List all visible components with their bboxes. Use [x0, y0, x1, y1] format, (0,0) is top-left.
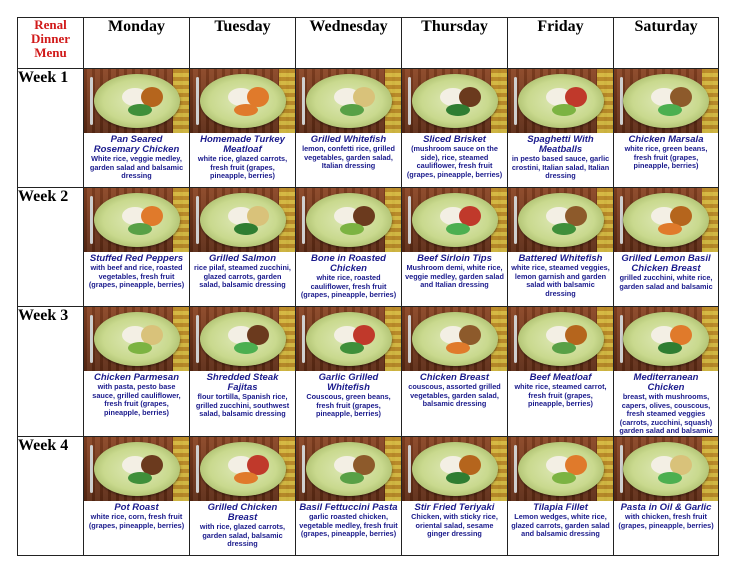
fork-icon	[196, 445, 199, 493]
vegetable-portion	[658, 104, 682, 116]
meal-description	[296, 501, 401, 539]
dish-sides: with beef and rice, roasted vegetables, fresh fruit (grapes, pineapple, berries)	[88, 263, 185, 290]
meal-description	[84, 501, 189, 530]
dish-name: Bone in Roasted Chicken	[311, 253, 386, 274]
meal-cell	[296, 436, 402, 555]
dish-name: Grilled Lemon Basil Chicken Breast	[621, 253, 711, 274]
meal-photo	[614, 188, 718, 252]
menu-body	[18, 69, 719, 556]
meal-cell	[84, 69, 190, 188]
dish-sides: Chicken, with sticky rice, oriental salad, sesame ginger dressing	[411, 511, 498, 539]
dish-name: Beef Sirloin Tips	[417, 253, 492, 264]
dish-name: Stuffed Red Peppers	[89, 253, 184, 264]
meal-description	[508, 252, 613, 298]
meal-photo	[190, 437, 295, 501]
meal-cell	[296, 188, 402, 307]
dish-sides: breast, with mushrooms, capers, olives, couscous, fresh steamed veggies (carrots, zucchini, squash) garden salad and balsamic	[619, 392, 713, 436]
fork-icon	[408, 77, 411, 125]
dish-sides: with pasta, pesto base sauce, grilled cauliflower, fresh fruit (grapes, pineapple, berries)	[92, 382, 181, 417]
dish-name: Chicken Breast	[419, 372, 490, 383]
meal-photo	[84, 437, 189, 501]
day-header-monday: Monday	[84, 18, 190, 69]
header-row	[18, 18, 719, 69]
dish-name: Chicken Parmesan	[93, 372, 179, 383]
dish-name: Battered Whitefish	[518, 253, 603, 264]
dish-name: Grilled Salmon	[208, 253, 277, 264]
meal-cell	[84, 188, 190, 307]
meal-description	[402, 252, 507, 290]
meal-photo	[84, 188, 189, 252]
fork-icon	[90, 196, 93, 244]
fork-icon	[302, 77, 305, 125]
fork-icon	[196, 196, 199, 244]
meal-cell	[508, 436, 614, 555]
dish-sides: white rice, roasted cauliflower, fresh fruit (grapes, pineapple, berries)	[300, 273, 397, 300]
meal-description	[614, 371, 718, 436]
fork-icon	[90, 445, 93, 493]
meal-cell	[508, 307, 614, 437]
week-row	[18, 307, 719, 437]
dish-sides: garlic roasted chicken, vegetable medley, fresh fruit (grapes, pineapple, berries)	[299, 511, 398, 539]
meal-cell	[84, 307, 190, 437]
week-label: Week 1	[18, 69, 84, 188]
dish-sides: Couscous, green beans, fresh fruit (grapes, pineapple, berries)	[306, 392, 391, 419]
meal-photo	[508, 437, 613, 501]
dish-sides: white rice, steamed veggies, lemon garnish and garden salad with balsamic dressing	[511, 263, 610, 298]
meal-description	[402, 501, 507, 539]
meal-cell	[614, 436, 719, 555]
menu-title	[18, 18, 84, 69]
fork-icon	[196, 315, 199, 363]
fork-icon	[302, 445, 305, 493]
meal-cell	[614, 69, 719, 188]
day-header-thursday: Thursday	[402, 18, 508, 69]
dish-name: Mediterranean Chicken	[633, 372, 699, 393]
meal-photo	[402, 188, 507, 252]
menu-container	[17, 17, 719, 556]
meal-cell	[508, 188, 614, 307]
day-header-tuesday: Tuesday	[190, 18, 296, 69]
day-header-wednesday: Wednesday	[296, 18, 402, 69]
meal-cell	[190, 436, 296, 555]
dish-sides: White rice, veggie medley, garden salad and balsamic dressing	[89, 154, 184, 181]
meal-cell	[190, 188, 296, 307]
fork-icon	[514, 445, 517, 493]
dish-sides: couscous, assorted grilled vegetables, garden salad, balsamic dressing	[408, 382, 501, 409]
dish-name: Tilapia Fillet	[533, 501, 588, 513]
week-label: Week 4	[18, 436, 84, 555]
fork-icon	[90, 315, 93, 363]
dish-sides: lemon, confetti rice, grilled vegetables, garden salad, Italian dressing	[302, 144, 395, 171]
meal-description	[614, 133, 718, 171]
dish-name: Sliced Brisket	[423, 134, 486, 145]
dish-sides: with chicken, fresh fruit (grapes, pineapple, berries)	[618, 511, 714, 530]
meal-description	[402, 133, 507, 179]
meal-photo	[190, 307, 295, 371]
dish-sides: (mushroom sauce on the side), rice, steamed cauliflower, fresh fruit (grapes, pineapple, berries)	[406, 144, 503, 179]
dish-sides: in pesto based sauce, garlic crostini, Italian salad, Italian dressing	[511, 154, 610, 181]
meal-cell	[402, 436, 508, 555]
meal-photo	[614, 69, 718, 133]
fork-icon	[302, 196, 305, 244]
meal-photo	[508, 69, 613, 133]
meal-description	[190, 252, 295, 290]
week-label: Week 2	[18, 188, 84, 307]
fork-icon	[514, 196, 517, 244]
fork-icon	[302, 315, 305, 363]
meal-photo	[508, 307, 613, 371]
dish-sides: rice pilaf, steamed zucchini, glazed carrots, garden salad, balsamic dressing	[194, 263, 291, 290]
meal-description	[508, 501, 613, 539]
meal-description	[84, 133, 189, 181]
week-label: Week 3	[18, 307, 84, 437]
meal-photo	[190, 188, 295, 252]
dish-sides: Mushroom demi, white rice, veggie medley, garden salad and Italian dressing	[405, 263, 504, 290]
dish-name: Stir Fried Teriyaki	[414, 501, 495, 513]
meal-cell	[190, 307, 296, 437]
vegetable-portion	[658, 472, 682, 484]
fork-icon	[196, 77, 199, 125]
dish-sides: with rice, glazed carrots, garden salad, balsamic dressing	[199, 521, 286, 549]
dish-sides: Lemon wedges, white rice, glazed carrots, garden salad and balsamic dressing	[511, 511, 610, 539]
meal-cell	[296, 69, 402, 188]
meal-photo	[296, 69, 401, 133]
meal-photo	[402, 69, 507, 133]
meal-photo	[614, 307, 718, 371]
meal-description	[84, 252, 189, 290]
meal-description	[190, 501, 295, 549]
dish-sides: white rice, steamed carrot, fresh fruit (grapes, pineapple, berries)	[514, 382, 607, 409]
meal-description	[84, 371, 189, 417]
meal-cell	[508, 69, 614, 188]
dish-sides: white rice, glazed carrots, fresh fruit (grapes, pineapple, berries)	[197, 154, 288, 181]
meal-cell	[402, 188, 508, 307]
meal-cell	[402, 307, 508, 437]
day-header-friday: Friday	[508, 18, 614, 69]
dish-name: Grilled Chicken Breast	[207, 501, 278, 523]
dish-sides: white rice, corn, fresh fruit (grapes, pineapple, berries)	[88, 511, 185, 530]
dish-name: Pot Roast	[114, 501, 159, 513]
fork-icon	[514, 315, 517, 363]
dish-name: Grilled Whitefish	[310, 134, 387, 145]
fork-icon	[90, 77, 93, 125]
fork-icon	[408, 196, 411, 244]
dish-name: Chicken Marsala	[628, 134, 704, 145]
meal-cell	[614, 307, 719, 437]
dish-name: Pasta in Oil & Garlic	[620, 501, 712, 513]
meal-photo	[296, 188, 401, 252]
vegetable-portion	[658, 342, 682, 354]
meal-description	[614, 501, 718, 530]
menu-title-line-1: Renal	[34, 17, 67, 32]
meal-cell	[402, 69, 508, 188]
meal-cell	[190, 69, 296, 188]
dish-name: Homemade Turkey Meatloaf	[200, 134, 285, 155]
meal-photo	[614, 437, 718, 501]
meal-photo	[84, 69, 189, 133]
dish-name: Garlic Grilled Whitefish	[318, 372, 379, 393]
meal-cell	[84, 436, 190, 555]
meal-description	[508, 371, 613, 409]
meal-photo	[402, 307, 507, 371]
meal-description	[296, 371, 401, 419]
menu-title-line-2: Dinner	[31, 31, 70, 46]
meal-description	[190, 133, 295, 181]
meal-photo	[508, 188, 613, 252]
menu-title-line-3: Menu	[34, 45, 67, 60]
fork-icon	[408, 315, 411, 363]
day-header-saturday: Saturday	[614, 18, 719, 69]
dish-sides: white rice, green beans, fresh fruit (grapes, pineapple, berries)	[624, 144, 708, 171]
meal-photo	[296, 307, 401, 371]
dish-sides: flour tortilla, Spanish rice, grilled zucchini, southwest salad, balsamic dressing	[195, 392, 290, 419]
meal-description	[296, 133, 401, 171]
week-row	[18, 436, 719, 555]
meal-photo	[296, 437, 401, 501]
meal-description	[190, 371, 295, 419]
dish-name: Pan Seared Rosemary Chicken	[93, 134, 180, 155]
vegetable-portion	[658, 223, 682, 235]
dish-name: Shredded Steak Fajitas	[206, 372, 279, 393]
meal-description	[296, 252, 401, 300]
meal-cell	[296, 307, 402, 437]
meal-description	[402, 371, 507, 409]
dish-sides: grilled zucchini, white rice, garden salad and balsamic	[619, 273, 713, 291]
meal-description	[508, 133, 613, 181]
week-row	[18, 188, 719, 307]
dish-name: Spaghetti With Meatballs	[527, 134, 594, 155]
dish-name: Basil Fettuccini Pasta	[299, 501, 398, 513]
meal-description	[614, 252, 718, 291]
week-row	[18, 69, 719, 188]
fork-icon	[408, 445, 411, 493]
dish-name: Beef Meatloaf	[529, 372, 592, 383]
menu-table	[17, 17, 719, 556]
fork-icon	[514, 77, 517, 125]
meal-cell	[614, 188, 719, 307]
meal-photo	[84, 307, 189, 371]
meal-photo	[190, 69, 295, 133]
meal-photo	[402, 437, 507, 501]
